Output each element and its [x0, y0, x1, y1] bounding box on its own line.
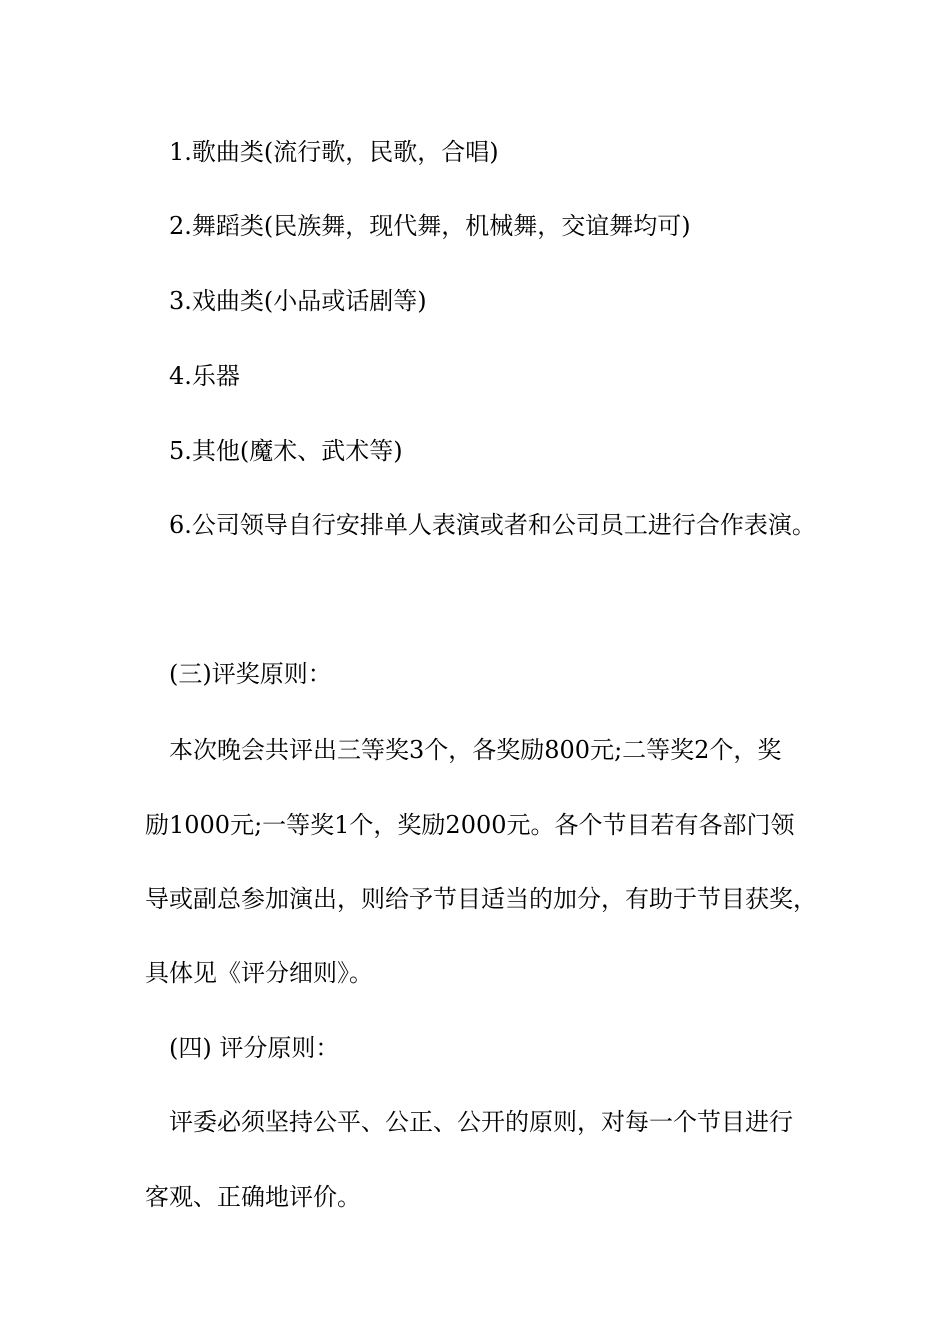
- section-4-paragraph-line-1: 评委必须坚持公平、公正、公开的原则，对每一个节目进行: [169, 1108, 793, 1136]
- section-4-heading: (四) 评分原则：: [169, 1034, 340, 1062]
- list-item-3: 3.戏曲类(小品或话剧等): [169, 287, 427, 315]
- section-3-paragraph-line-2: 励1000元;一等奖1个，奖励2000元。各个节目若有各部门领: [145, 811, 795, 839]
- section-3-paragraph-line-4: 具体见《评分细则》。: [145, 959, 373, 987]
- list-item-2: 2.舞蹈类(民族舞，现代舞，机械舞，交谊舞均可): [169, 212, 691, 240]
- section-3-heading: (三)评奖原则：: [169, 660, 332, 688]
- list-item-4: 4.乐器: [169, 362, 240, 390]
- list-item-1: 1.歌曲类(流行歌，民歌，合唱): [169, 138, 499, 166]
- list-item-5: 5.其他(魔术、武术等): [169, 437, 403, 465]
- list-item-6: 6.公司领导自行安排单人表演或者和公司员工进行合作表演。: [169, 511, 816, 539]
- section-4-paragraph-line-2: 客观、正确地评价。: [145, 1183, 361, 1211]
- section-3-paragraph-line-1: 本次晚会共评出三等奖3个，各奖励800元;二等奖2个，奖: [169, 736, 782, 764]
- section-3-paragraph-line-3: 导或副总参加演出，则给予节目适当的加分，有助于节目获奖，: [145, 885, 817, 913]
